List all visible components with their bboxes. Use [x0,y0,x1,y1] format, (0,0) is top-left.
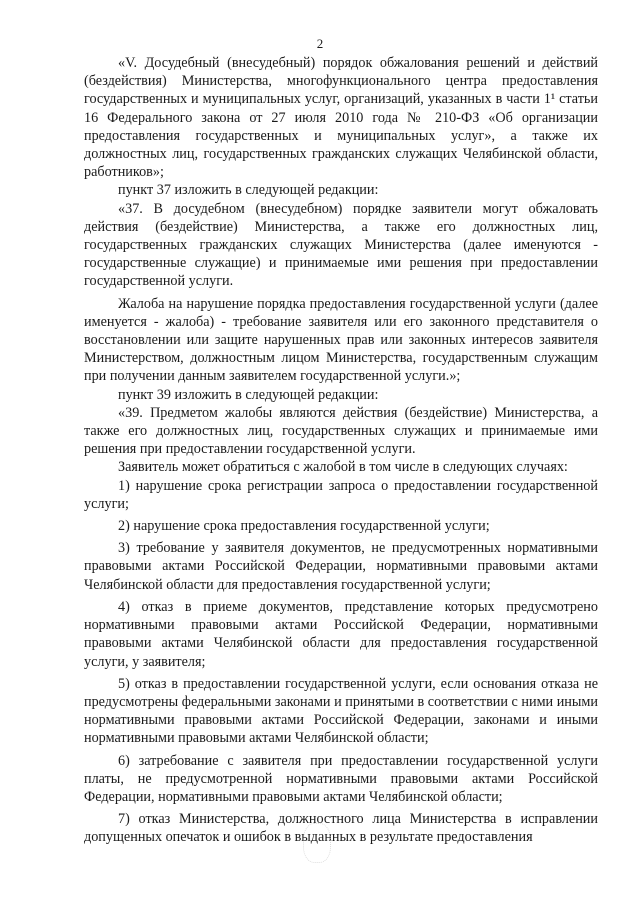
list-item-6: 6) затребование с заявителя при предоставлении государственной услуги платы, не предусмотренной нормативными правовыми актами Российской Федерации, нормативными правовыми актами Челябинской области; [84,752,598,805]
paragraph-amend-39: пункт 39 изложить в следующей редакции: [118,386,379,403]
paragraph-39: «39. Предметом жалобы являются действия (бездействие) Министерства, а также его должностных лиц, государственных служащих и принимаемые ими решения при предоставлении государственной услуги. [84,404,598,458]
list-item-5: 5) отказ в предоставлении государственной услуги, если основания отказа не предусмотрены федеральными законами и принятыми в соответствии с ними иными нормативными правовыми актами Российской Федерации, законами и иными нормативными правовыми актами Челябинской области; [84,675,598,747]
paragraph-amend-37: пункт 37 изложить в следующей редакции: [118,182,379,199]
paragraph-section-heading: «V. Досудебный (внесудебный) порядок обжалования решений и действий (бездействия) Министерства, многофункционального центра предоставления государственных и муниципальных услуг, организаций, указанных в части 1¹ статьи 16 Федерального закона от 27 июля 2010 года № 210-ФЗ «Об организации предоставления государственных и муниципальных услуг», а также их должностных лиц, государственных гражданских служащих Челябинской области, работников»; [84,55,598,181]
list-item-1: 1) нарушение срока регистрации запроса о предоставлении государственной услуги; [84,477,598,512]
faint-stamp-mark [303,823,331,863]
document-body [84,54,598,847]
page-number: 2 [316,36,324,51]
list-item-4: 4) отказ в приеме документов, представление которых предусмотрено нормативными правовыми актами Российской Федерации, нормативными правовыми актами Челябинской области для предоставления государственной услуги, у заявителя; [84,598,598,670]
paragraph-complaint-definition: Жалоба на нарушение порядка предоставления государственной услуги (далее именуется - жалоба) - требование заявителя или его законного представителя о восстановлении или защите нарушенных прав или законных интересов заявителя Министерством, должностным лицом Министерства, государственным служащим при получении данным заявителем государственной услуги.»; [84,295,598,385]
list-item-3: 3) требование у заявителя документов, не предусмотренных нормативными правовыми актами Российской Федерации, нормативными правовыми актами Челябинской области для предоставления государственной услуги; [84,540,598,593]
list-item-7: 7) отказ Министерства, должностного лица Министерства в исправлении допущенных опечаток и ошибок в выданных в результате предоставления [84,811,598,846]
paragraph-37: «37. В досудебном (внесудебном) порядке заявители могут обжаловать действия (бездействие) Министерства, а также его должностных лиц, государственных гражданских служащих Министерства (далее именуются - государственные служащие) и принимаемые ими решения при предоставлении государственной услуги. [84,200,598,290]
paragraph-cases-intro: Заявитель может обратиться с жалобой в том числе в следующих случаях: [118,459,568,476]
list-item-2: 2) нарушение срока предоставления государственной услуги; [118,518,490,535]
